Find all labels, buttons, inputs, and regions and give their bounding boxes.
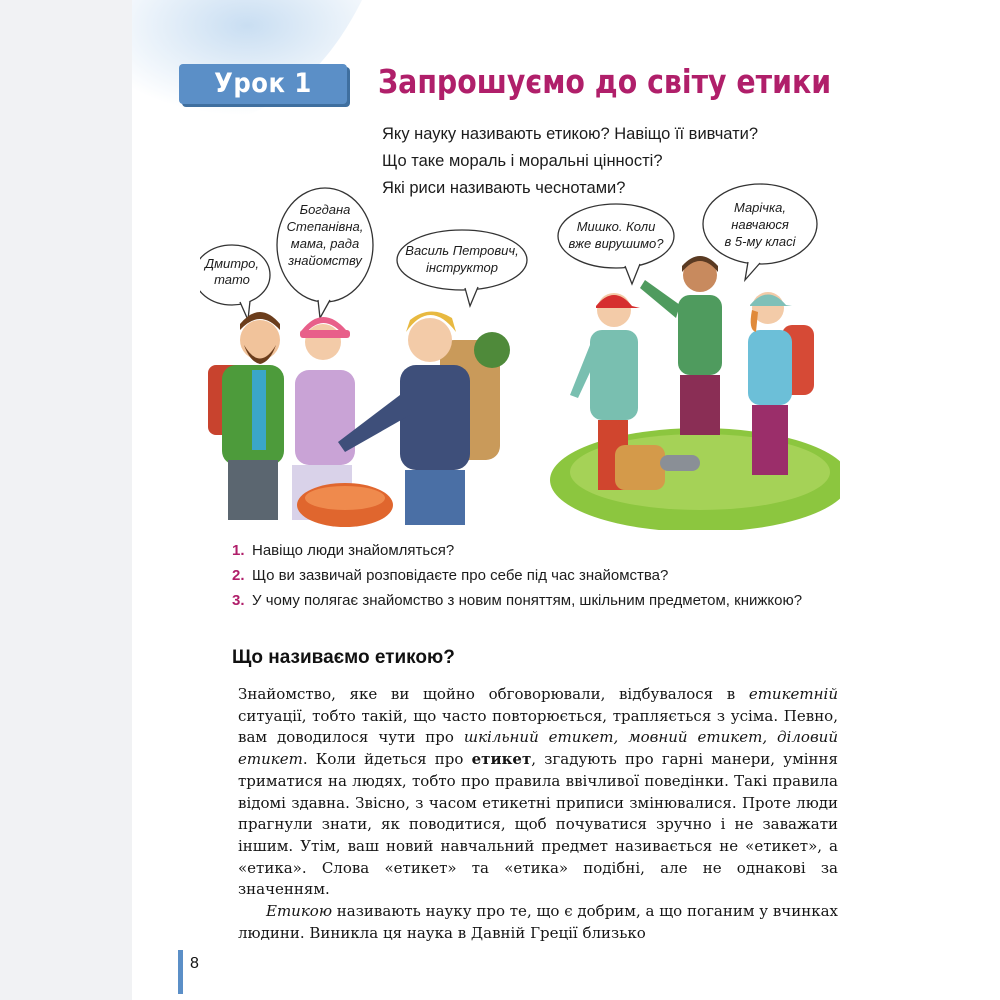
lesson-badge: [179, 64, 347, 104]
task-number: 3.: [232, 592, 245, 609]
text-run: . Коли йдеться про: [302, 750, 472, 769]
bubble-line: Василь Петрович,: [405, 243, 519, 258]
bubble-line: мама, рада: [290, 236, 360, 251]
speech-bubble-myshko: [558, 204, 674, 284]
intro-question: Яку науку називають етикою? Навіщо її вивчати?: [382, 125, 759, 143]
bubble-line: Мишко. Коли: [576, 219, 656, 234]
bubble-line: Марічка,: [733, 200, 787, 215]
speech-bubble-dmytro: [200, 245, 270, 320]
task-item: [232, 588, 802, 613]
text-run: називають науку про те, що є добрим, а що поганим у вчинках людини. Виникла ця наука в Давній Греції близько: [238, 902, 838, 942]
text-run: , згадують про гарні манери, уміння триматися на людях, тобто про правила ввічливої поведінки. Такі правила відомі здавна. Звісно, з часом етикетні приписи змінювалися. Проте люди прагнули знати, як поводитися, щоб почуватися зручно і не заважати іншим. Утім, ваш новий навчальний предмет називається не «етикет», а «етика». Слова «етикет» та «етика» подібні, але не однакові за значенням.: [238, 750, 839, 899]
speech-bubble-bohdana: [277, 188, 373, 318]
page-number-bar: [178, 950, 183, 994]
italic-term: шкільний етикет, мовний етикет, діловий етикет: [238, 728, 838, 769]
paragraph: [238, 684, 838, 901]
lesson-badge-label: Урок 1: [214, 68, 312, 99]
page-number: 8: [190, 955, 199, 972]
text-run: Знайомство, яке ви щойно обговорювали, відбувалося в: [238, 685, 749, 703]
paragraph: [238, 901, 838, 944]
bubble-line: Богдана: [299, 202, 351, 217]
task-number: 1.: [232, 542, 245, 559]
text-run: ситуації, тобто такій, що часто повторюється, трапляється з усіма. Певно, вам доводилося чути про: [238, 706, 838, 747]
speech-bubble-marichka: [703, 184, 817, 280]
section-heading: Що називаємо етикою?: [232, 647, 455, 668]
bubble-line: Дмитро,: [204, 256, 260, 271]
section-body: [238, 684, 838, 944]
italic-term: етикетній: [748, 685, 838, 703]
figure-dad: [208, 312, 284, 520]
task-item: [232, 563, 802, 588]
task-text: У чому полягає знайомство з новим поняттям, шкільним предметом, книжкою?: [252, 592, 803, 609]
lesson-title: Запрошуємо до світу етики: [378, 62, 832, 101]
intro-question: Які риси називають чеснотами?: [382, 179, 626, 197]
figure-boy-middle: [640, 256, 722, 435]
italic-term: Етикою: [266, 902, 333, 921]
bubble-line: тато: [214, 272, 250, 287]
hikers-illustration: [200, 180, 840, 530]
intro-question: Що таке мораль і моральні цінності?: [382, 152, 663, 170]
bold-term: етикет: [471, 750, 532, 769]
orange-backpack-ground: [297, 483, 393, 527]
task-text: Навіщо люди знайомляться?: [252, 542, 455, 559]
task-list: [232, 538, 802, 613]
bubble-line: інструктор: [426, 260, 498, 275]
task-text: Що ви зазвичай розповідаєте про себе під час знайомства?: [252, 567, 669, 584]
bubble-line: навчаюся: [731, 217, 789, 232]
task-number: 2.: [232, 567, 245, 584]
speech-bubble-vasyl: [397, 230, 527, 306]
bubble-line: знайомству: [288, 253, 362, 268]
task-item: [232, 538, 802, 563]
bubble-line: в 5-му класі: [724, 234, 796, 249]
svg-text:Марічка,навчаюсяв 5-му класі: [725, 200, 797, 249]
bubble-line: Степанівна,: [286, 219, 364, 234]
page-margin-shade: [0, 0, 132, 1000]
bubble-line: вже вирушимо?: [568, 236, 664, 251]
